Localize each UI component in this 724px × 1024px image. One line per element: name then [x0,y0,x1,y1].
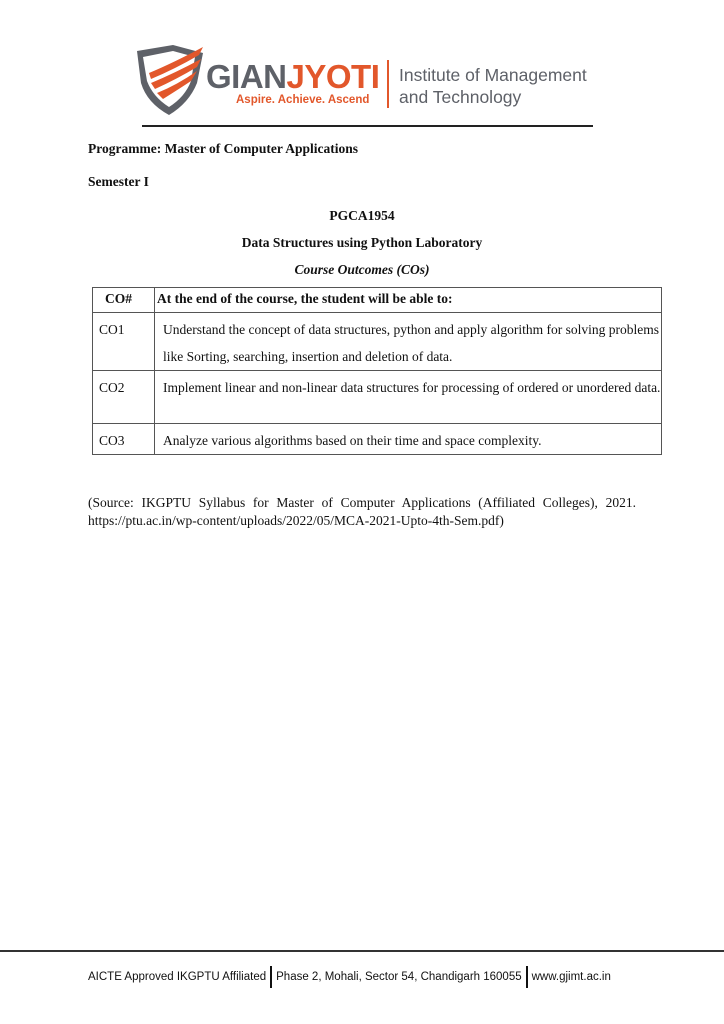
brand-tagline: Aspire. Achieve. Ascend [236,94,370,106]
footer-approval: AICTE Approved IKGPTU Affiliated [88,971,267,983]
source-citation: (Source: IKGPTU Syllabus for Master of Computer Applications (Affiliated Colleges), 2021. https://ptu.ac.in/wp-content/uploads/2022/05/MCA-2021-Upto-4th-Sem.pdf) [88,495,636,528]
page-footer [88,966,611,988]
brand-divider [387,60,389,108]
programme-line: Programme: Master of Computer Applications [88,141,358,156]
brand-name-part1: GIAN [206,58,287,95]
co-code: CO2 [93,371,155,424]
co-code: CO3 [93,424,155,455]
institute-name [399,64,587,108]
table-row [93,424,662,455]
table-header-outcome: At the end of the course, the student will be able to: [155,288,662,313]
table-header-row [93,288,662,313]
footer-separator [526,966,528,988]
table-row [93,313,662,371]
footer-address: Phase 2, Mohali, Sector 54, Chandigarh 160055 [276,971,522,983]
institute-line-1: Institute of Management [399,65,587,85]
co-description: Analyze various algorithms based on their time and space complexity. [155,424,662,455]
course-code: PGCA1954 [329,208,395,223]
footer-separator [270,966,272,988]
outcomes-heading: Course Outcomes (COs) [294,262,430,277]
footer-rule [0,950,724,952]
co-description: Understand the concept of data structures, python and apply algorithm for solving problems like Sorting, searching, insertion and deletion of data. [155,313,662,371]
course-outcomes-table [92,287,662,455]
brand-name [206,60,379,93]
shield-logo-icon [133,43,207,117]
co-description: Implement linear and non-linear data structures for processing of ordered or unordered data. [155,371,662,424]
footer-website: www.gjimt.ac.in [531,971,611,983]
page-header [0,0,724,130]
course-title: Data Structures using Python Laboratory [241,235,483,250]
header-rule [142,125,593,127]
institute-line-2: and Technology [399,87,522,107]
table-header-code: CO# [93,288,155,313]
table-row [93,371,662,424]
semester-line: Semester I [88,174,149,189]
brand-name-part2: JYOTI [286,58,380,95]
co-code: CO1 [93,313,155,371]
